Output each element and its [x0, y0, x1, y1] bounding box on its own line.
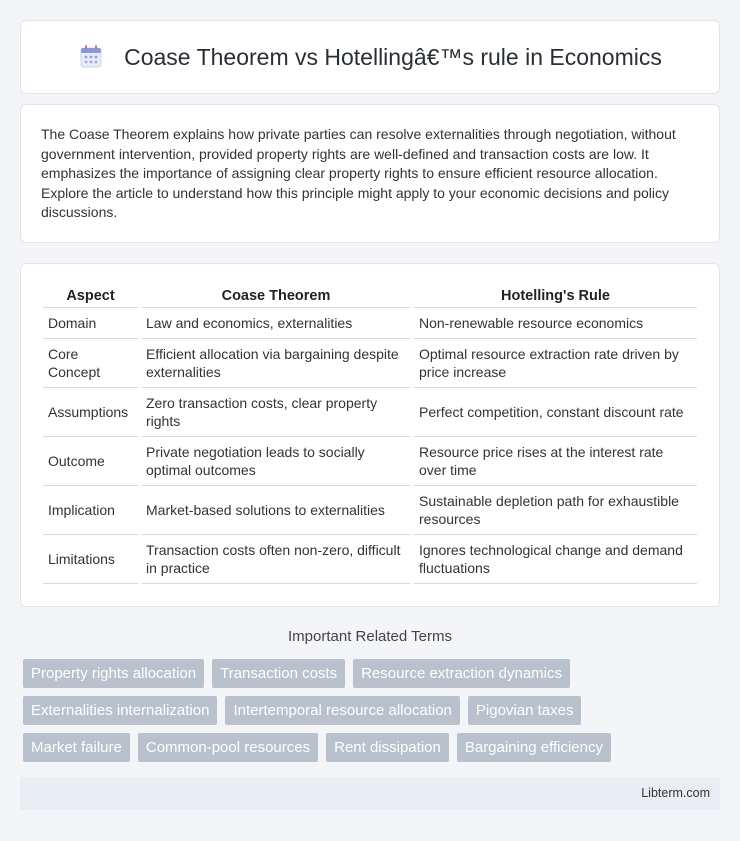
tag-transaction-costs[interactable]: Transaction costs: [212, 659, 345, 688]
tag-common-pool-resources[interactable]: Common-pool resources: [138, 733, 318, 762]
header-aspect: Aspect: [43, 284, 138, 308]
table-cell-hotelling: Ignores technological change and demand fluctuations: [414, 535, 697, 584]
table-cell-aspect: Core Concept: [43, 339, 138, 388]
table-row: [43, 535, 697, 584]
table-cell-hotelling: Sustainable depletion path for exhaustible resources: [414, 486, 697, 535]
related-terms-title: Important Related Terms: [288, 628, 452, 645]
table-cell-aspect: Assumptions: [43, 388, 138, 437]
header-hotelling: Hotelling's Rule: [414, 284, 697, 308]
table-header-row: [43, 284, 697, 308]
calendar-grid-icon: [78, 44, 104, 70]
table-row: [43, 339, 697, 388]
table-cell-coase: Transaction costs often non-zero, difficult in practice: [141, 535, 411, 584]
table-row: [43, 308, 697, 339]
intro-text: The Coase Theorem explains how private parties can resolve externalities through negotiation, without government intervention, provided property rights are well-defined and transaction costs are low. It emphasizes the importance of assigning clear property rights to ensure efficient resource allocation. Explore the article to understand how this principle might apply to your economic decisions and policy discussions.: [41, 126, 676, 220]
tag-bargaining-efficiency[interactable]: Bargaining efficiency: [457, 733, 611, 762]
comparison-table-card: [20, 263, 720, 607]
table-row: [43, 437, 697, 486]
table-cell-aspect: Domain: [43, 308, 138, 339]
table-cell-coase: Zero transaction costs, clear property rights: [141, 388, 411, 437]
table-row: [43, 388, 697, 437]
table-cell-hotelling: Resource price rises at the interest rate over time: [414, 437, 697, 486]
table-cell-aspect: Outcome: [43, 437, 138, 486]
tag-market-failure[interactable]: Market failure: [23, 733, 130, 762]
table-row: [43, 486, 697, 535]
footer-site-link[interactable]: Libterm.com: [641, 786, 710, 800]
table-cell-coase: Market-based solutions to externalities: [141, 486, 411, 535]
table-cell-aspect: Implication: [43, 486, 138, 535]
table-cell-coase: Efficient allocation via bargaining despite externalities: [141, 339, 411, 388]
tag-row: [23, 733, 723, 762]
table-cell-hotelling: Perfect competition, constant discount rate: [414, 388, 697, 437]
page-title: Coase Theorem vs Hotellingâ€™s rule in Economics: [124, 43, 662, 70]
table-cell-hotelling: Optimal resource extraction rate driven by price increase: [414, 339, 697, 388]
tag-resource-extraction-dynamics[interactable]: Resource extraction dynamics: [353, 659, 570, 688]
intro-card: [20, 104, 720, 243]
comparison-table: [40, 284, 700, 584]
tag-row: [23, 659, 723, 688]
header-coase: Coase Theorem: [141, 284, 411, 308]
tag-pigovian-taxes[interactable]: Pigovian taxes: [468, 696, 582, 725]
tag-rent-dissipation[interactable]: Rent dissipation: [326, 733, 449, 762]
header-card: [20, 20, 720, 94]
table-cell-coase: Private negotiation leads to socially optimal outcomes: [141, 437, 411, 486]
tag-property-rights-allocation[interactable]: Property rights allocation: [23, 659, 204, 688]
table-cell-aspect: Limitations: [43, 535, 138, 584]
footer: [20, 777, 720, 810]
related-terms-tags: [23, 659, 723, 770]
table-cell-coase: Law and economics, externalities: [141, 308, 411, 339]
table-cell-hotelling: Non-renewable resource economics: [414, 308, 697, 339]
tag-row: [23, 696, 723, 725]
tag-externalities-internalization[interactable]: Externalities internalization: [23, 696, 217, 725]
tag-intertemporal-resource-allocation[interactable]: Intertemporal resource allocation: [225, 696, 459, 725]
